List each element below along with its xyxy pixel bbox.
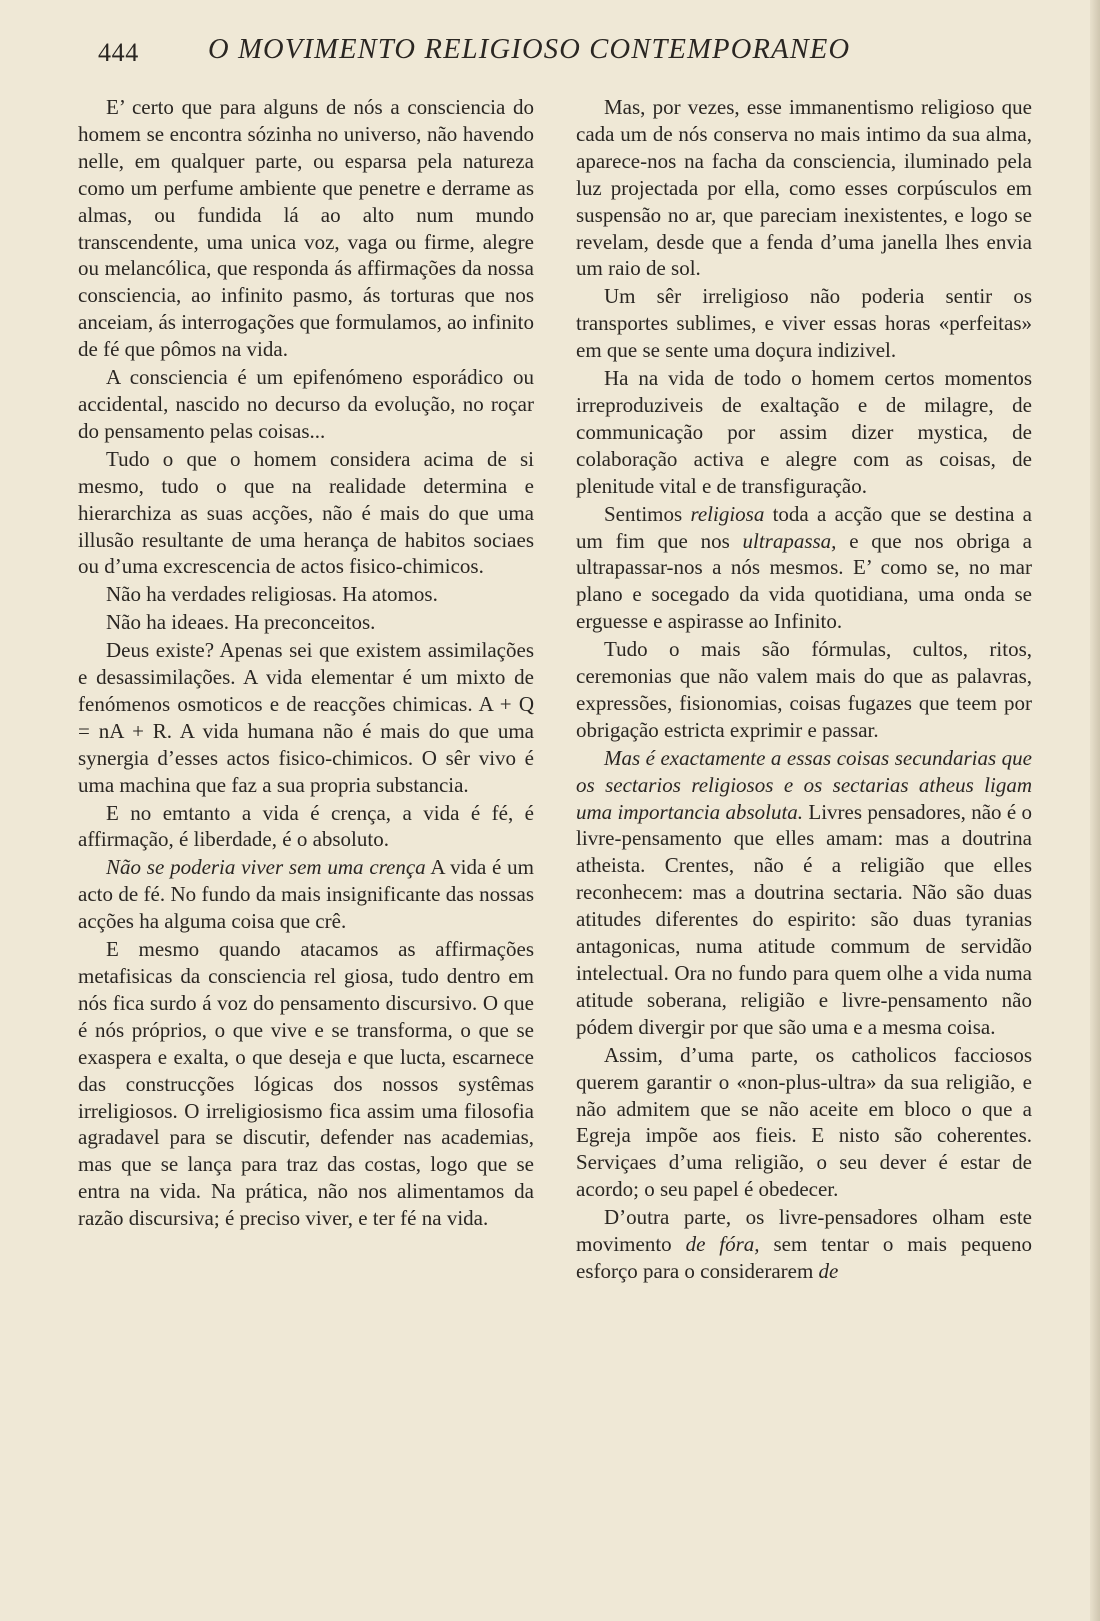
emphasis: de fóra, (685, 1232, 760, 1257)
paragraph: Deus existe? Apenas sei que existem assimilações e desassimilações. A vida elementar é um mixto de fenómenos osmoticos e de reacções chimicas. A + Q = nA + R. A vida humana não é mais do que uma synergia d’esses actos fisico-chimicos. O sêr vivo é uma machina que faz a sua propria substancia. (78, 638, 534, 797)
paragraph: E mesmo quando atacamos as affirmações metafisicas da consciencia rel giosa, tudo dentro em nós fica surdo á voz do pensamento discursivo. O que é nós próprios, o que vive e se transforma, o que se exaspera e exalta, o que deseja e que lucta, escarnece das construcções lógicas dos nossos systêmas irreligiosos. O irreligiosismo fica assim uma filosofia agradavel para se discutir, defender nas academias, mas que se lança para traz das costas, logo que se entra na vida. Na prática, não nos alimentamos da razão discursiva; é preciso viver, e ter fé na vida. (78, 937, 534, 1231)
paragraph: Mas, por vezes, esse immanentismo religioso que cada um de nós conserva no mais intimo da sua alma, aparece-nos na facha da consciencia, iluminado pela luz projectada por ella, como esses corpúsculos em suspensão no ar, que pareciam inexistentes, e logo se revelam, desde que a fenda d’uma janella lhes envia um raio de sol. (576, 95, 1032, 281)
page-header (98, 34, 1050, 74)
emphasis: ultrapassa, (742, 528, 837, 553)
emphasis: de (818, 1258, 839, 1283)
emphasis: religiosa (690, 501, 765, 526)
paragraph: Não se poderia viver sem uma crença A vida é um acto de fé. No fundo da mais insignificante das nossas acções ha alguma coisa que crê. (78, 855, 534, 934)
paragraph: D’outra parte, os livre-pensadores olham este movimento de fóra, sem tentar o mais pequeno esforço para o considerarem de (576, 1205, 1032, 1283)
page-edge (1090, 0, 1100, 1621)
emphasis: Mas é exactamente a essas coisas secundarias que os sectarios religiosos e os sectarias atheus ligam uma importancia absoluta. (576, 745, 1032, 824)
paragraph: Um sêr irreligioso não poderia sentir os transportes sublimes, e viver essas horas «perfeitas» em que se sente uma doçura indizivel. (576, 284, 1032, 363)
paragraph: Não ha verdades religiosas. Ha atomos. (106, 582, 438, 607)
paragraph: Tudo o que o homem considera acima de si mesmo, tudo o que na realidade determina e hierarchiza as suas acções, não é mais do que uma illusão resultante de uma herança de habitos sociaes ou d’uma excrescencia de actos fisico-chimicos. (78, 446, 534, 579)
paragraph: Não ha ideaes. Ha preconceitos. (106, 610, 376, 635)
paragraph: A consciencia é um epifenómeno esporádico ou accidental, nascido no decurso da evolução, no roçar do pensamento pelas coisas... (78, 365, 534, 443)
left-column (78, 94, 534, 1232)
paragraph: Tudo o mais são fórmulas, cultos, ritos, ceremonias que não valem mais do que as palavras, expressões, fisionomias, coisas fugazes que teem por obrigação estricta exprimir e passar. (576, 637, 1032, 742)
right-column (576, 94, 1032, 1285)
paragraph: Assim, d’uma parte, os catholicos facciosos querem garantir o «non-plus-ultra» da sua religião, e não admitem que se não aceite em bloco o que a Egreja impõe aos fieis. E nisto são coherentes. Serviçaes d’uma religião, o seu dever é estar de acordo; o seu papel é obedecer. (576, 1042, 1032, 1202)
paragraph: E no emtanto a vida é crença, a vida é fé, é affirmação, é liberdade, é o absoluto. (78, 800, 534, 852)
paragraph: Sentimos religiosa toda a acção que se destina a um fim que nos ultrapassa, e que nos obriga a ultrapassar-nos a nós mesmos. E’ como se, no mar plano e socegado da vida quotidiana, uma onda se erguesse e aspirasse ao Infinito. (576, 501, 1032, 634)
paragraph: Ha na vida de todo o homem certos momentos irreproduziveis de exaltação e de milagre, de communicação por assim dizer mystica, de colaboração activa e alegre com as coisas, de plenitude vital e de transfiguração. (576, 366, 1032, 498)
running-title: O MOVIMENTO RELIGIOSO CONTEMPORANEO (208, 34, 851, 65)
paragraph: Mas é exactamente a essas coisas secundarias que os sectarios religiosos e os sectarias atheus ligam uma importancia absoluta. Livres pensadores, não é o livre-pensamento que elles amam: mas a doutrina atheista. Crentes, não é a religião que elles reconhecem: mas a doutrina sectaria. Não são duas atitudes diferentes do espirito: são duas tyranias antagonicas, numa atitude commum de servidão intelectual. Ora no fundo para quem olhe a vida numa atitude soberana, religião e livre-pensamento não pódem divergir por que são uma e a mesma coisa. (576, 745, 1032, 1039)
paragraph: E’ certo que para alguns de nós a consciencia do homem se encontra sózinha no universo, não havendo nelle, em qualquer parte, ou esparsa pela natureza como um perfume ambiente que penetre e derrame as almas, ou fundida lá ao alto num mundo transcendente, uma unica voz, vaga ou firme, alegre ou melancólica, que responda ás affirmações da nossa consciencia, ao infinito pasmo, ás torturas que nos anceiam, ás interrogações que formulamos, ao infinito de fé que pômos na vida. (78, 95, 535, 362)
page-number: 444 (98, 38, 139, 67)
emphasis: Não se poderia viver sem uma crença (106, 855, 426, 880)
